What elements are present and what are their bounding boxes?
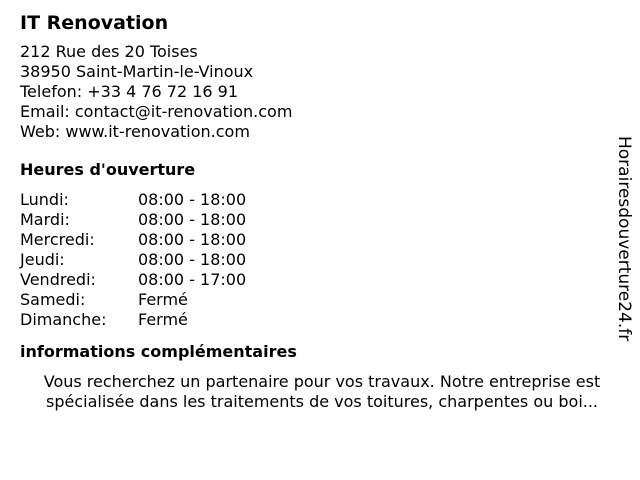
info-line: spécialisée dans les traitements de vos toitures, charpentes ou boi... [45,392,599,411]
time-value: Fermé [138,310,188,329]
hours-row-monday [20,190,620,210]
hours-row-thursday [20,250,620,270]
hours-row-wednesday [20,230,620,250]
time-value: 08:00 - 18:00 [138,250,247,269]
address-city: 38950 Saint-Martin-le-Vinoux [20,62,254,81]
time-value: Fermé [138,290,188,309]
hours-table [20,190,620,330]
day-label: Jeudi: [20,250,65,269]
time-value: 08:00 - 18:00 [138,190,247,209]
day-label: Mardi: [20,210,70,229]
day-label: Samedi: [20,290,86,309]
hours-row-tuesday [20,210,620,230]
day-label: Lundi: [20,190,69,209]
email-line: Email: contact@it-renovation.com [20,102,293,121]
hours-row-sunday [20,310,620,330]
contact-block [20,42,620,142]
time-value: 08:00 - 18:00 [138,230,247,249]
web-line: Web: www.it-renovation.com [20,122,250,141]
phone-line: Telefon: +33 4 76 72 16 91 [20,82,239,101]
hours-row-friday [20,270,620,290]
info-heading: informations complémentaires [20,342,297,361]
day-label: Vendredi: [20,270,96,289]
source-site-label: Horairesdouverture24.fr [614,136,634,342]
business-card [20,10,620,412]
day-label: Dimanche: [20,310,107,329]
info-line: Vous recherchez un partenaire pour vos travaux. Notre entreprise est [43,372,601,391]
time-value: 08:00 - 17:00 [138,270,247,289]
day-label: Mercredi: [20,230,95,249]
info-description [20,372,624,412]
time-value: 08:00 - 18:00 [138,210,247,229]
business-name: IT Renovation [20,12,169,34]
hours-row-saturday [20,290,620,310]
address-street: 212 Rue des 20 Toises [20,42,198,61]
hours-heading: Heures d'ouverture [20,160,196,179]
